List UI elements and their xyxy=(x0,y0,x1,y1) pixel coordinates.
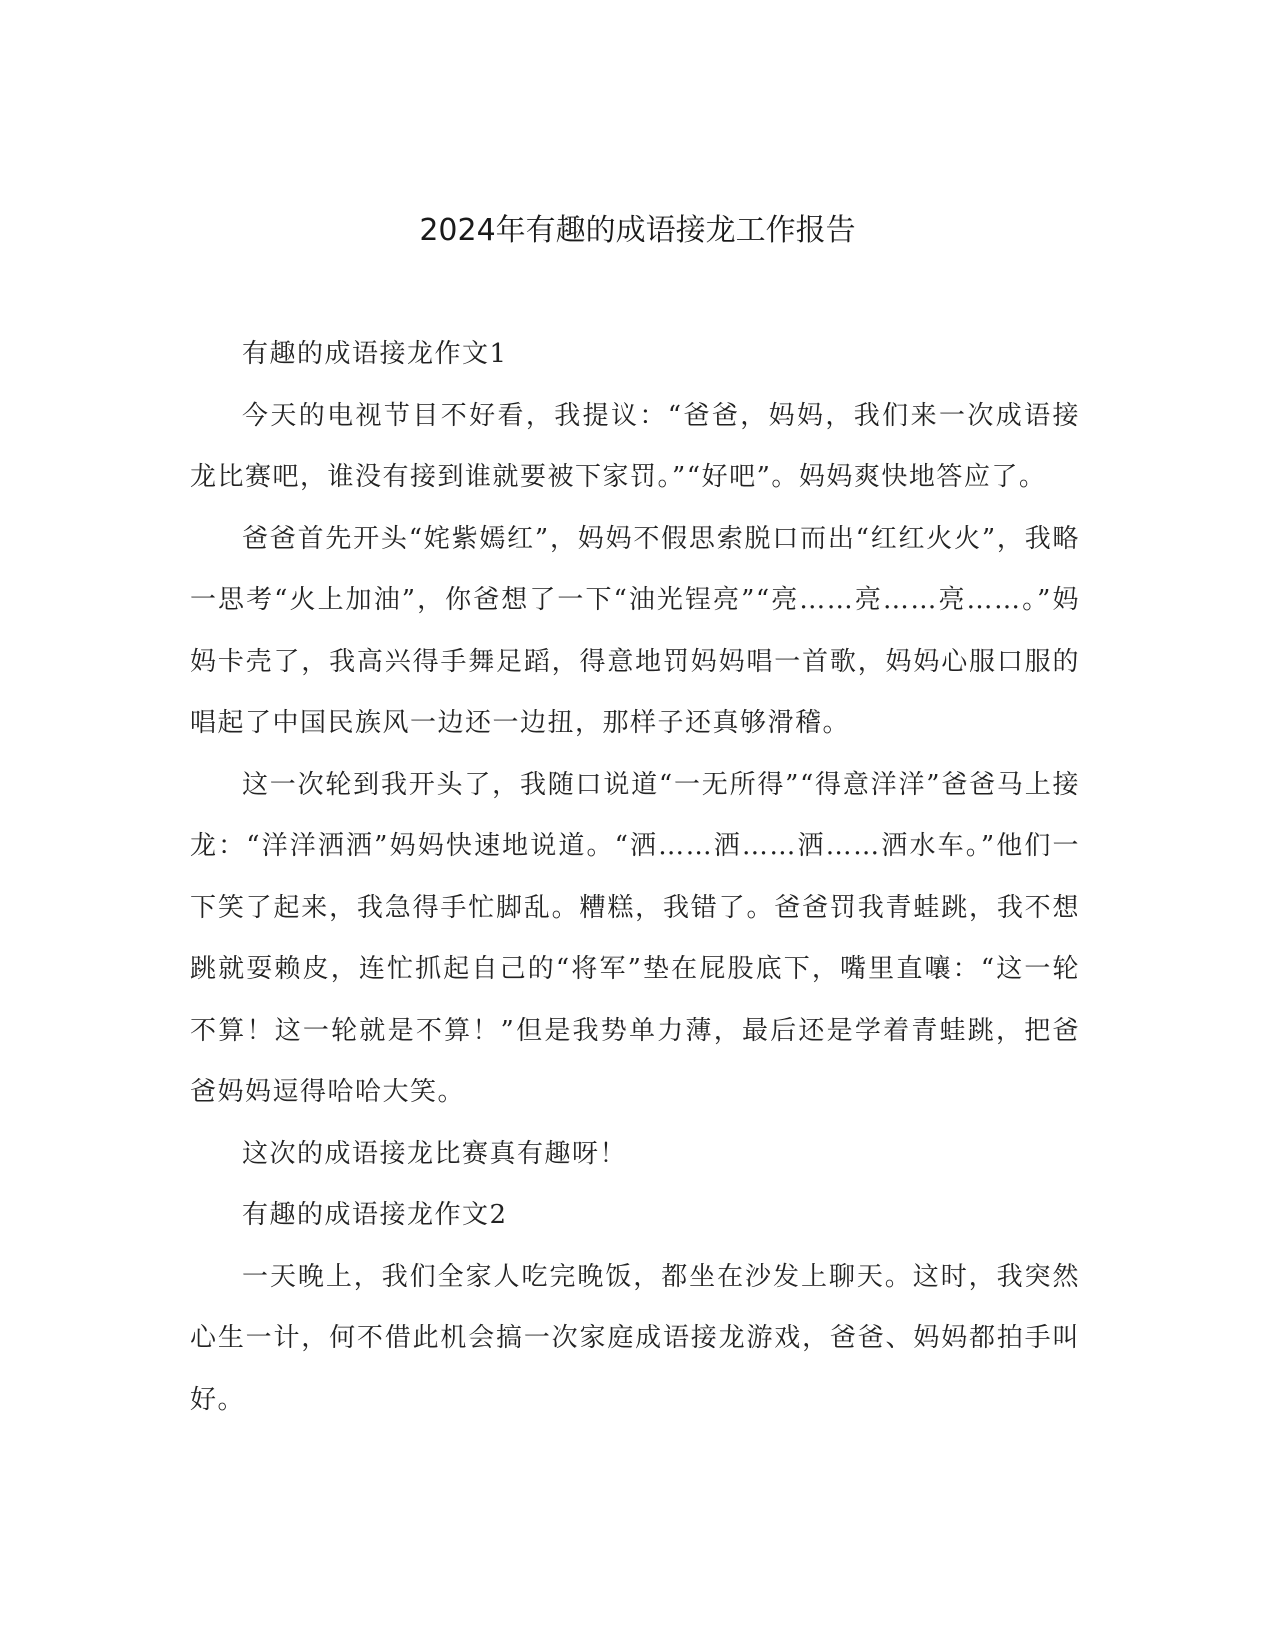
essay-2-heading: 有趣的成语接龙作文2 xyxy=(242,1200,508,1230)
paragraph: 这次的成语接龙比赛真有趣呀！ xyxy=(242,1138,628,1169)
paragraph: 爸爸首先开头“姹紫嫣红”，妈妈不假思索脱口而出“红红火火”，我略一思考“火上加油”，你爸想了一下“油光锃亮”“亮……亮……亮……。”妈妈卡壳了，我高兴得手舞足蹈，得意地罚妈妈唱一首歌，妈妈心服口服的唱起了中国民族风一边还一边扭，那样子还真够滑稽。 xyxy=(190,523,1080,738)
essay-1-heading: 有趣的成语接龙作文1 xyxy=(242,339,508,369)
paragraph: 今天的电视节目不好看，我提议：“爸爸，妈妈，我们来一次成语接龙比赛吧，谁没有接到谁就要被下家罚。”“好吧”。妈妈爽快地答应了。 xyxy=(190,400,1080,492)
document-title: 2024年有趣的成语接龙工作报告 xyxy=(419,213,856,248)
document-body xyxy=(190,324,1080,1431)
paragraph: 一天晚上，我们全家人吃完晚饭，都坐在沙发上聊天。这时，我突然心生一计，何不借此机会搞一次家庭成语接龙游戏，爸爸、妈妈都拍手叫好。 xyxy=(190,1261,1080,1415)
paragraph: 这一次轮到我开头了，我随口说道“一无所得”“得意洋洋”爸爸马上接龙：“洋洋洒洒”妈妈快速地说道。“洒……洒……洒……洒水车。”他们一下笑了起来，我急得手忙脚乱。糟糕，我错了。爸爸罚我青蛙跳，我不想跳就耍赖皮，连忙抓起自己的“将军”垫在屁股底下，嘴里直嚷：“这一轮不算！这一轮就是不算！”但是我势单力薄，最后还是学着青蛙跳，把爸爸妈妈逗得哈哈大笑。 xyxy=(190,769,1080,1107)
